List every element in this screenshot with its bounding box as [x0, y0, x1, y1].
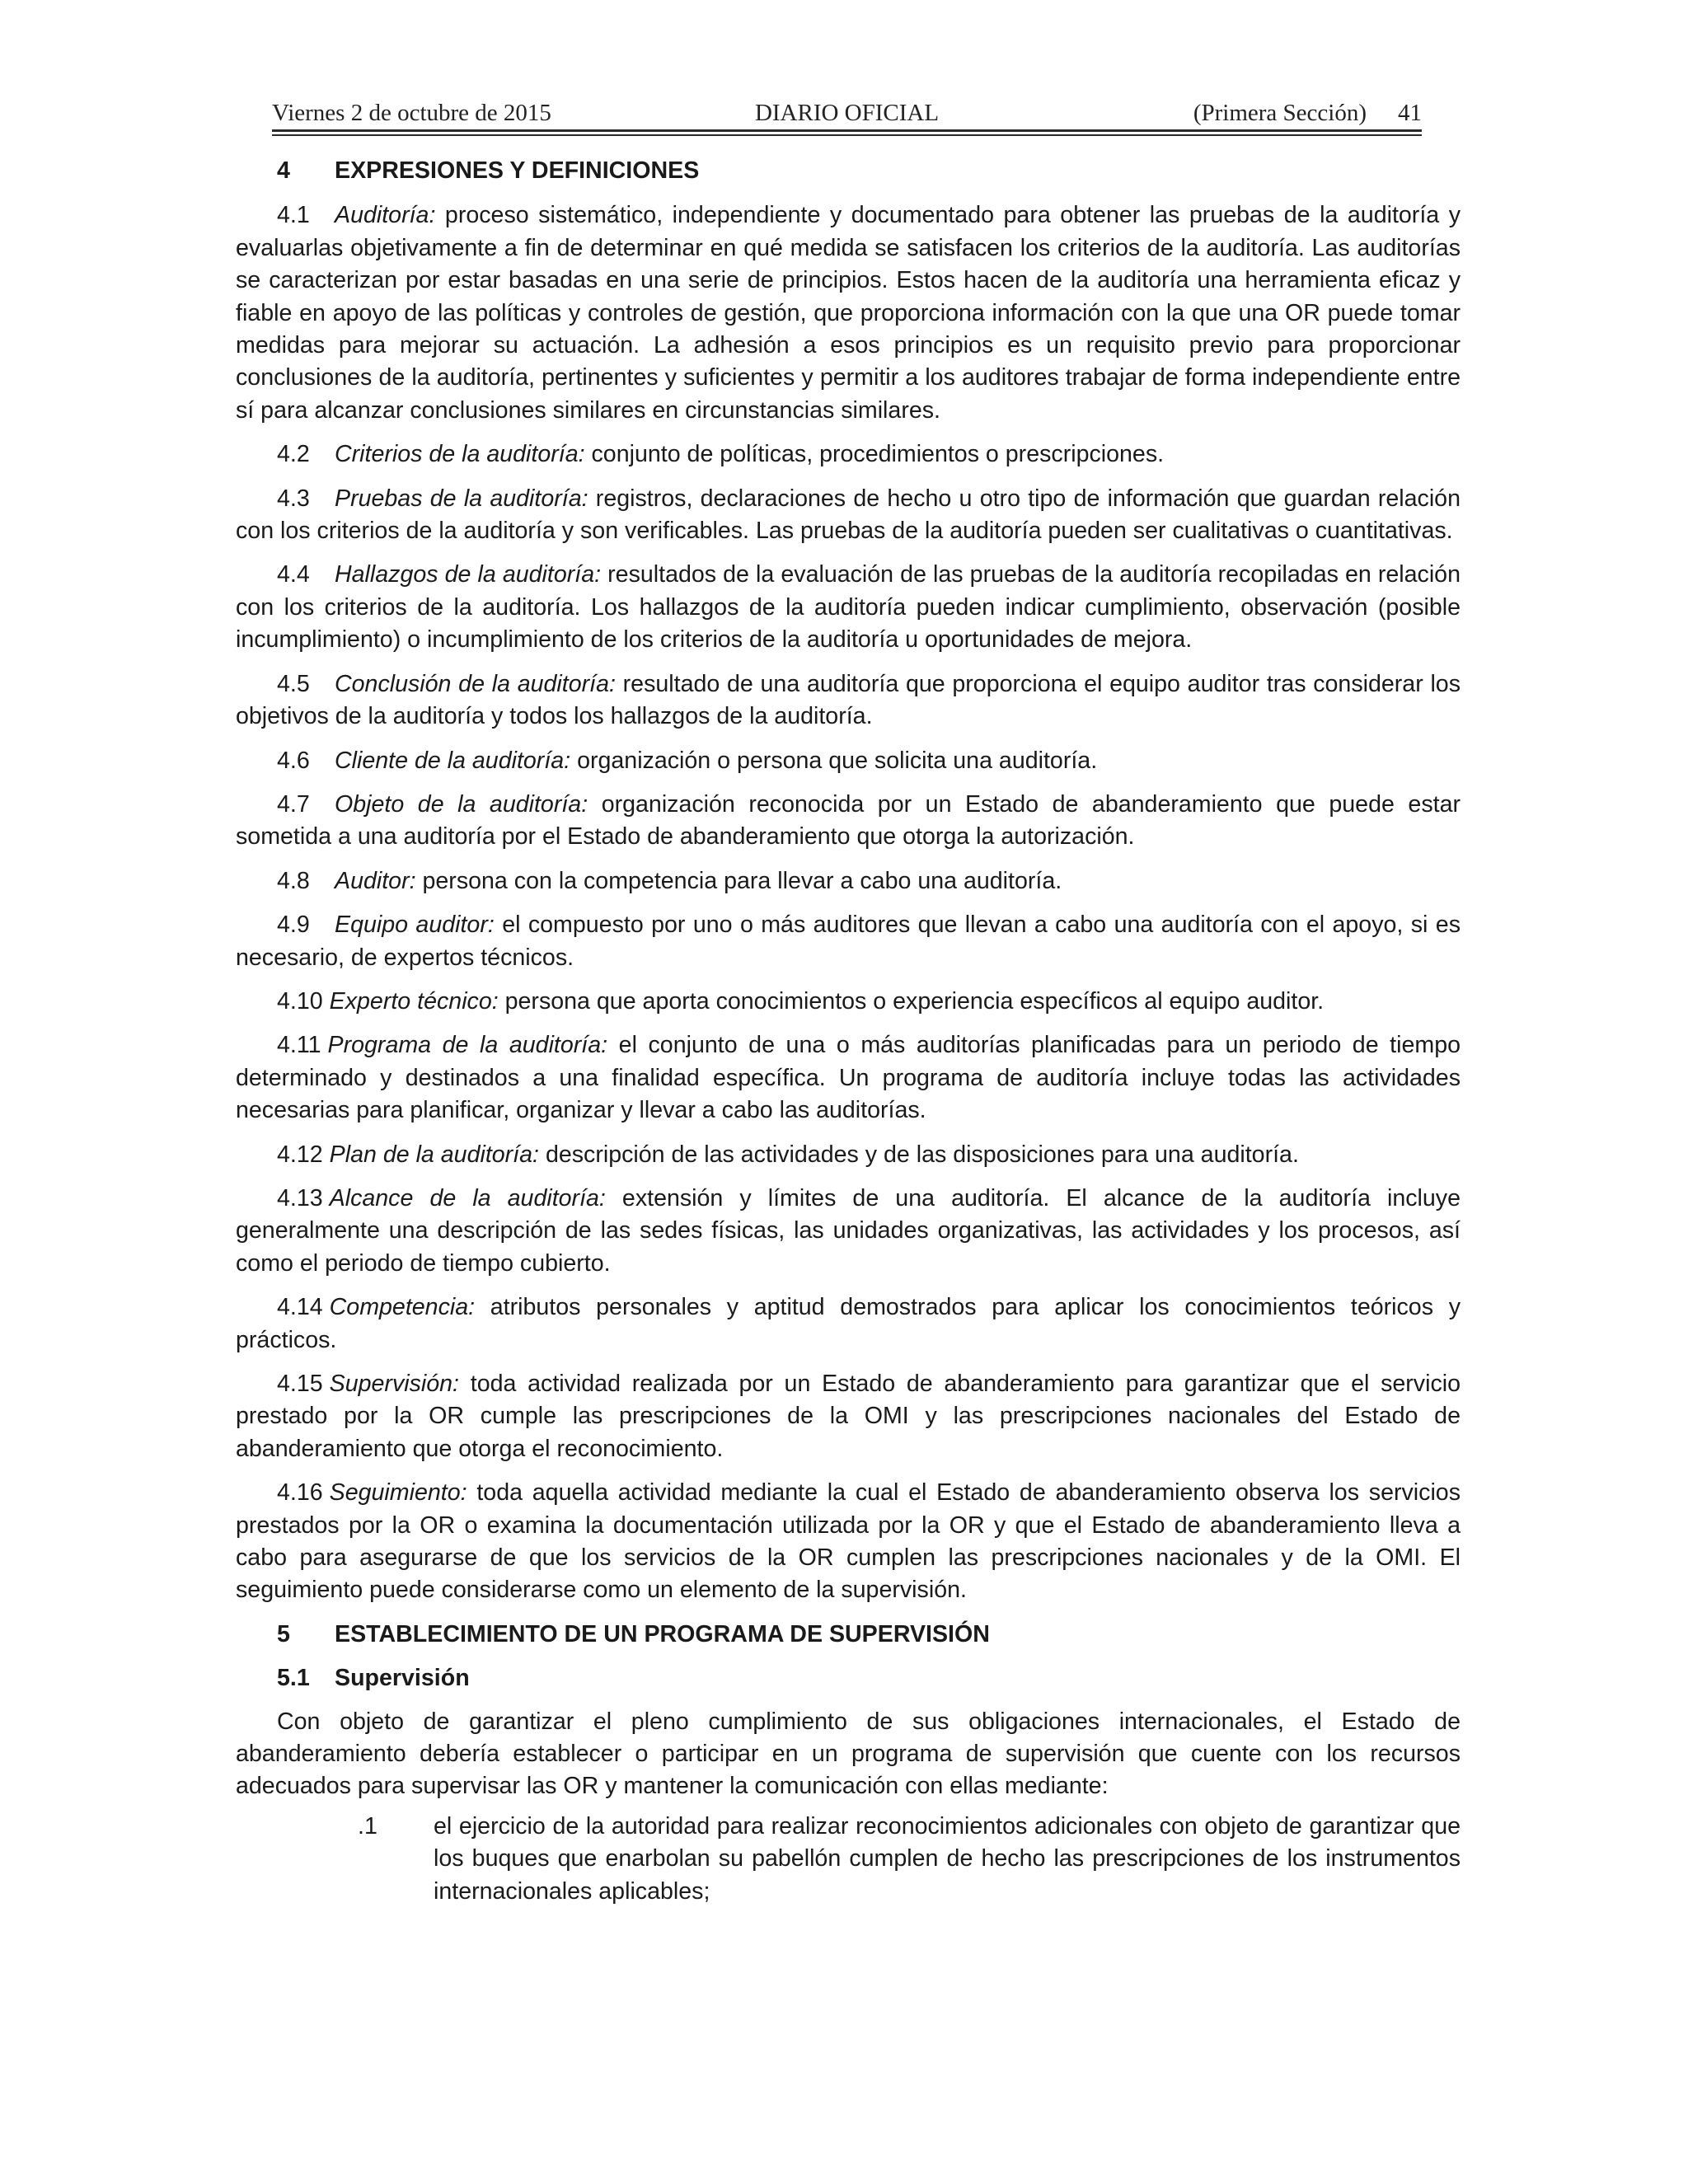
list-item-marker: .1 — [358, 1812, 377, 1840]
section-4-heading — [236, 155, 1461, 187]
list-item-text: el ejercicio de la autoridad para realizar reconocimientos adicionales con objeto de garantizar que los buques que enarbolan su pabellón cumplen de hecho las prescripciones de los instrumentos internacionales aplicables; — [434, 1812, 1461, 1905]
definition-text: proceso sistemático, independiente y documentado para obtener las pruebas de la auditoría y evaluarlas objetivamente a fin de determinar en qué medida se satisfacen los criterios de la auditoría. Las auditorías se caracterizan por estar basadas en una serie de principios. Estos hacen de la auditoría una herramienta eficaz y fiable en apoyo de las políticas y controles de gestión, que proporciona información con la que una OR puede tomar medidas para mejorar su actuación. La adhesión a esos principios es un requisito previo para proporcionar conclusiones de la auditoría, pertinentes y suficientes y permitir a los auditores trabajar de forma independiente entre sí para alcanzar conclusiones similares en circunstancias similares. — [236, 202, 1461, 424]
header-rule-thin — [272, 134, 1422, 136]
definition-text: persona que aporta conocimientos o experiencia específicos al equipo auditor. — [498, 987, 1325, 1015]
definition-term: Objeto de la auditoría: — [335, 790, 588, 818]
definition-text: organización reconocida por un Estado de abanderamiento que puede estar sometida a una auditoría por el Estado de abanderamiento que otorga la autorización. — [236, 790, 1461, 851]
subsection-5-1-title: Supervisión — [335, 1665, 470, 1692]
definition-number: 4.1 — [277, 202, 310, 229]
definition-term: Pruebas de la auditoría: — [335, 485, 588, 512]
definition-term: Alcance de la auditoría: — [329, 1184, 606, 1212]
definition-term: Experto técnico: — [329, 987, 499, 1015]
definition-term: Programa de la auditoría: — [327, 1032, 608, 1059]
definition-number: 4.4 — [277, 561, 310, 588]
definition-4-3 — [236, 483, 1461, 548]
definition-4-1 — [236, 199, 1461, 427]
section-4-number: 4 — [277, 157, 290, 184]
definition-term: Conclusión de la auditoría: — [335, 670, 616, 697]
definition-text: toda actividad realizada por un Estado de abanderamiento para garantizar que el servicio prestado por la OR cumple las prescripciones de la OMI y las prescripciones nacionales del Estado de abanderamiento que otorga el reconocimiento. — [236, 1371, 1461, 1462]
header-publication: DIARIO OFICIAL — [754, 100, 940, 126]
subsection-5-1-intro: Con objeto de garantizar el pleno cumplimiento de sus obligaciones internacionales, el Estado de abanderamiento debería establecer o participar en un programa de supervisión que cuente con los recursos adecuados para supervisar las OR y mantener la comunicación con ellas mediante: — [236, 1708, 1461, 1800]
definition-4-5 — [236, 668, 1461, 733]
definition-number: 4.9 — [277, 912, 310, 939]
header-rule-thick — [272, 129, 1422, 132]
definition-4-14 — [236, 1291, 1461, 1357]
definition-term: Seguimiento: — [329, 1479, 467, 1507]
section-5-title: ESTABLECIMIENTO DE UN PROGRAMA DE SUPERVISIÓN — [335, 1620, 990, 1647]
definition-term: Supervisión: — [329, 1371, 460, 1397]
document-body — [236, 155, 1461, 1908]
definition-text: el conjunto de una o más auditorías planificadas para un periodo de tiempo determinado y destinados a una finalidad específica. Un programa de auditoría incluye todas las actividades necesarias para planificar, organizar y llevar a cabo las auditorías. — [236, 1032, 1461, 1124]
header-section-label: (Primera Sección) — [1193, 100, 1367, 126]
definition-term: Cliente de la auditoría: — [335, 747, 571, 774]
section-5-heading — [236, 1619, 1461, 1651]
definition-4-4 — [236, 559, 1461, 656]
definition-number: 4.8 — [277, 867, 310, 894]
definition-text: registros, declaraciones de hecho u otro tipo de información que guardan relación con los criterios de la auditoría y son verificables. Las pruebas de la auditoría pueden ser cualitativas o cuantitativas. — [236, 485, 1461, 545]
definition-4-10 — [236, 986, 1461, 1018]
section-5-number: 5 — [277, 1620, 290, 1647]
running-header — [272, 92, 1422, 134]
definition-4-8 — [236, 865, 1461, 898]
definition-text: extensión y límites de una auditoría. El alcance de la auditoría incluye generalmente una descripción de las sedes físicas, las unidades organizativas, las actividades y los procesos, así como el periodo de tiempo cubierto. — [236, 1184, 1461, 1277]
subsection-5-1-heading — [236, 1662, 1461, 1694]
definition-term: Auditoría: — [335, 202, 436, 229]
definition-text: resultado de una auditoría que proporciona el equipo auditor tras considerar los objetivos de la auditoría y todos los hallazgos de la auditoría. — [236, 670, 1461, 730]
definition-number: 4.12 — [277, 1141, 323, 1168]
definition-number: 4.7 — [277, 790, 310, 818]
definition-text: organización o persona que solicita una auditoría. — [570, 747, 1098, 774]
definition-4-15 — [236, 1368, 1461, 1465]
definition-text: descripción de las actividades y de las disposiciones para una auditoría. — [539, 1141, 1299, 1168]
definition-term: Competencia: — [329, 1294, 476, 1321]
definition-number: 4.10 — [277, 987, 323, 1015]
definition-4-6 — [236, 745, 1461, 777]
definition-number: 4.14 — [277, 1294, 323, 1321]
definition-number: 4.6 — [277, 747, 310, 774]
definition-4-16 — [236, 1477, 1461, 1607]
definition-number: 4.15 — [277, 1371, 323, 1397]
definition-text: el compuesto por uno o más auditores que llevan a cabo una auditoría con el apoyo, si es necesario, de expertos técnicos. — [236, 912, 1461, 971]
definition-text: toda aquella actividad mediante la cual el Estado de abanderamiento observa los servicios prestados por la OR o examina la documentación utilizada por la OR y que el Estado de abanderamiento lleva a cabo para asegurarse de que los servicios de la OR cumplen las prescripciones nacionales y de la OMI. El seguimiento puede considerarse como un elemento de la supervisión. — [236, 1479, 1461, 1604]
page-number: 41 — [1398, 100, 1422, 126]
definition-text: conjunto de políticas, procedimientos o prescripciones. — [584, 441, 1165, 468]
subsection-5-1-number: 5.1 — [277, 1665, 310, 1692]
definition-4-7 — [236, 789, 1461, 854]
definition-number: 4.11 — [277, 1032, 321, 1059]
definition-4-2 — [236, 438, 1461, 471]
header-date: Viernes 2 de octubre de 2015 — [272, 100, 551, 126]
list-item — [236, 1811, 1461, 1908]
definition-number: 4.3 — [277, 485, 310, 512]
definition-text: persona con la competencia para llevar a cabo una auditoría. — [415, 867, 1062, 894]
definition-term: Hallazgos de la auditoría: — [335, 561, 602, 588]
definition-number: 4.13 — [277, 1184, 323, 1212]
definition-4-11 — [236, 1029, 1461, 1127]
definition-4-9 — [236, 909, 1461, 974]
section-4-title: EXPRESIONES Y DEFINICIONES — [335, 157, 700, 184]
definition-4-12 — [236, 1139, 1461, 1171]
definition-term: Auditor: — [335, 867, 416, 894]
definition-term: Equipo auditor: — [335, 912, 495, 939]
definition-number: 4.2 — [277, 441, 310, 468]
definition-text: resultados de la evaluación de las pruebas de la auditoría recopiladas en relación con los criterios de la auditoría. Los hallazgos de la auditoría pueden indicar cumplimiento, observación (posible incumplimiento) o incumplimiento de los criterios de la auditoría u oportunidades de mejora. — [236, 561, 1461, 654]
definition-number: 4.5 — [277, 670, 310, 697]
definition-term: Criterios de la auditoría: — [335, 441, 585, 468]
definition-text: atributos personales y aptitud demostrados para aplicar los conocimientos teóricos y prácticos. — [236, 1294, 1461, 1353]
definition-term: Plan de la auditoría: — [329, 1141, 539, 1168]
definition-number: 4.16 — [277, 1479, 323, 1507]
definition-4-13 — [236, 1183, 1461, 1280]
header-section — [1193, 92, 1422, 134]
